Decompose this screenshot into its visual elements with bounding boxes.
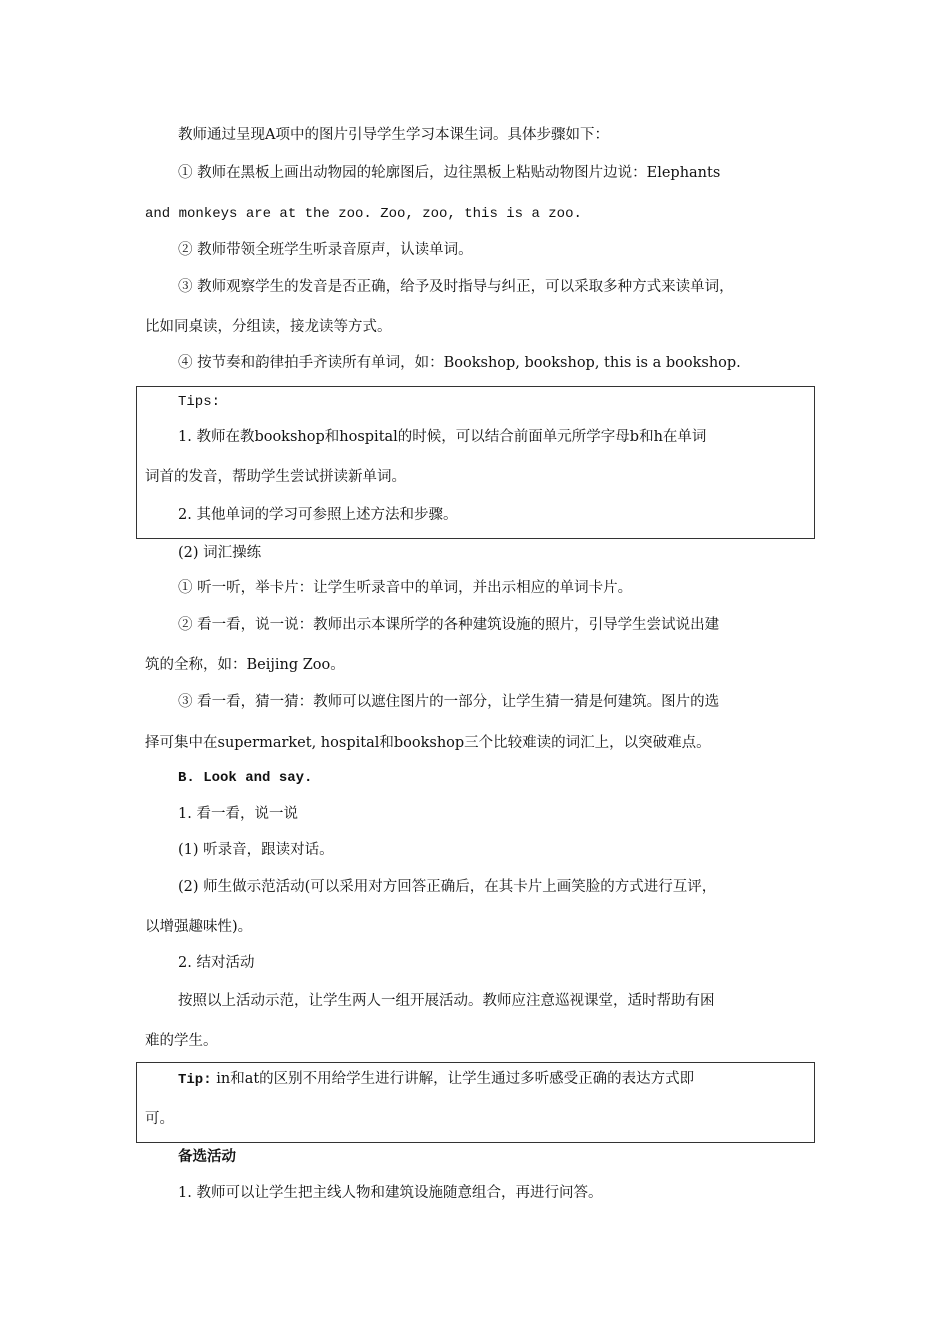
tip-line-2: 可。 xyxy=(145,1111,174,1127)
step-3-line-1: ③ 教师观察学生的发音是否正确，给予及时指导与纠正，可以采取多种方式来读单词， xyxy=(178,279,734,295)
tips-title: Tips: xyxy=(178,394,221,410)
section-b-item-1-2-line-1: (2) 师生做示范活动(可以采用对方回答正确后，在其卡片上画笑脸的方式进行互评， xyxy=(178,879,717,895)
section-b-item-1: 1. 看一看，说一说 xyxy=(178,806,298,822)
step-3-line-2: 比如同桌读，分组读，接龙读等方式。 xyxy=(145,319,392,335)
vocab-practice-heading: (2) 词汇操练 xyxy=(178,545,262,561)
tip-label: Tip: xyxy=(178,1072,212,1088)
section-b-heading: B. Look and say. xyxy=(178,770,313,786)
section-b-item-1-2-line-2: 以增强趣味性)。 xyxy=(145,919,253,935)
pair-activity-text-line-2: 难的学生。 xyxy=(145,1033,218,1049)
vocab-activity-3-line-2: 择可集中在supermarket, hospital和bookshop三个比较难读的词汇上，以突破难点。 xyxy=(145,735,711,751)
tip-line-1 xyxy=(178,1069,694,1090)
pair-activity-text-line-1: 按照以上活动示范，让学生两人一组开展活动。教师应注意巡视课堂，适时帮助有困 xyxy=(178,993,715,1009)
step-4: ④ 按节奏和韵律拍手齐读所有单词，如：Bookshop, bookshop, this is a bookshop. xyxy=(178,355,741,371)
step-1-line-2: and monkeys are at the zoo. Zoo, zoo, this is a zoo. xyxy=(145,206,582,222)
section-b-item-1-1: (1) 听录音，跟读对话。 xyxy=(178,842,334,858)
intro-paragraph: 教师通过呈现A项中的图片引导学生学习本课生词。具体步骤如下： xyxy=(178,127,609,143)
section-b-item-2: 2. 结对活动 xyxy=(178,955,255,971)
tips-item-2: 2. 其他单词的学习可参照上述方法和步骤。 xyxy=(178,507,458,523)
tip-text: in和at的区别不用给学生进行讲解，让学生通过多听感受正确的表达方式即 xyxy=(211,1071,695,1087)
vocab-activity-3-line-1: ③ 看一看，猜一猜：教师可以遮住图片的一部分，让学生猜一猜是何建筑。图片的选 xyxy=(178,694,720,710)
vocab-activity-1: ① 听一听，举卡片：让学生听录音中的单词，并出示相应的单词卡片。 xyxy=(178,580,633,596)
step-2: ② 教师带领全班学生听录音原声，认读单词。 xyxy=(178,242,473,258)
tips-item-1-line-2: 词首的发音，帮助学生尝试拼读新单词。 xyxy=(145,469,406,485)
vocab-activity-2-line-2: 筑的全称，如：Beijing Zoo。 xyxy=(145,657,345,673)
alternative-activity-1: 1. 教师可以让学生把主线人物和建筑设施随意组合，再进行问答。 xyxy=(178,1185,603,1201)
vocab-activity-2-line-1: ② 看一看，说一说：教师出示本课所学的各种建筑设施的照片，引导学生尝试说出建 xyxy=(178,617,720,633)
alternative-activities-heading: 备选活动 xyxy=(178,1148,236,1165)
step-1-line-1: ① 教师在黑板上画出动物园的轮廓图后，边往黑板上粘贴动物图片边说：Elephants xyxy=(178,165,721,181)
tips-item-1-line-1: 1. 教师在教bookshop和hospital的时候，可以结合前面单元所学字母b和h在单词 xyxy=(178,429,707,445)
